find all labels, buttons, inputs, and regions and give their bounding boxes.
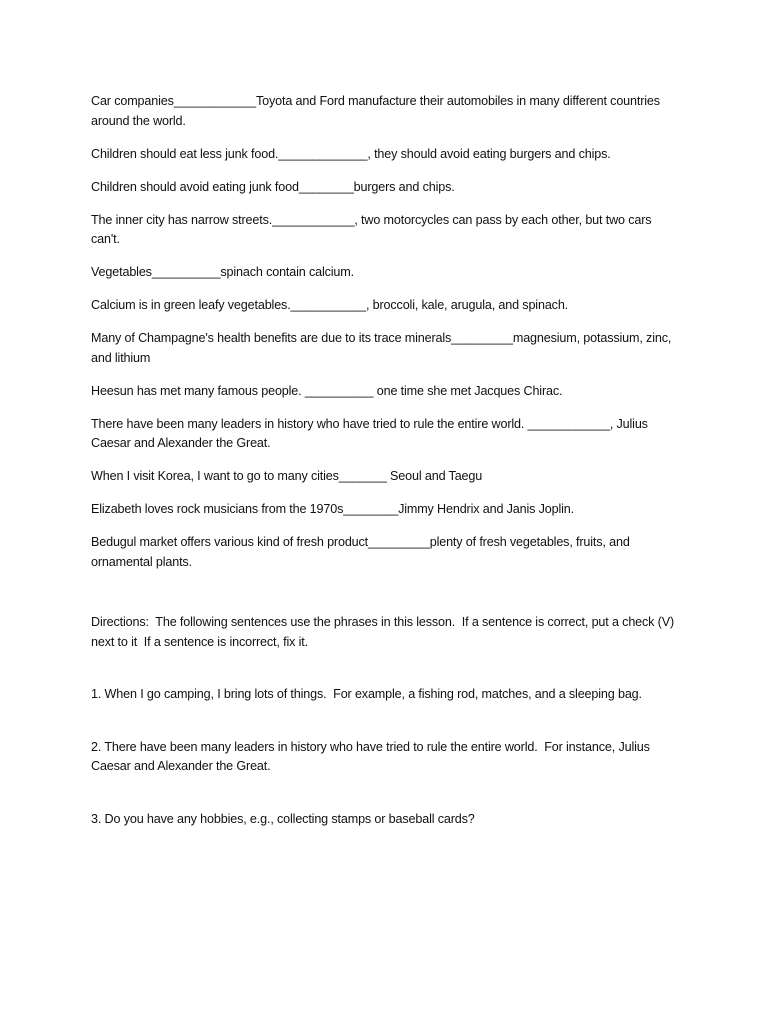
exercise-item-1: 1. When I go camping, I bring lots of things. For example, a fishing rod, matches, and a sleeping bag. [91,687,642,701]
sentence-12: Bedugul market offers various kind of fresh product_________plenty of fresh vegetables, fruits, and ornamental plants. [91,535,634,569]
sentence-6: Calcium is in green leafy vegetables.___________, broccoli, kale, arugula, and spinach. [91,298,569,312]
worksheet-content [91,92,681,843]
sentence-3: Children should avoid eating junk food________burgers and chips. [91,179,455,194]
sentence-5: Vegetables__________spinach contain calcium. [91,265,354,279]
sentence-4: The inner city has narrow streets.____________, two motorcycles can pass by each other, but two cars can't. [91,212,655,246]
sentence-1: Car companies____________Toyota and Ford manufacture their automobiles in many different countries around the world. [91,94,664,128]
sentence-7: Many of Champagne's health benefits are due to its trace minerals_________magnesium, potassium, zinc, and lithium [91,331,675,365]
sentence-2: Children should eat less junk food._____________, they should avoid eating burgers and chips. [91,146,611,161]
directions-text: Directions: The following sentences use the phrases in this lesson. If a sentence is correct, put a check (V) next to it If a sentence is incorrect, fix it. [91,615,678,649]
sentence-10: When I visit Korea, I want to go to many cities_______ Seoul and Taegu [91,469,483,483]
sentence-8: Heesun has met many famous people. __________ one time she met Jacques Chirac. [91,383,563,398]
exercise-item-3: 3. Do you have any hobbies, e.g., collecting stamps or baseball cards? [91,811,475,826]
sentence-11: Elizabeth loves rock musicians from the 1970s________Jimmy Hendrix and Janis Joplin. [91,502,575,516]
sentence-9: There have been many leaders in history who have tried to rule the entire world. ____________, Julius Caesar and Alexander the Great. [91,416,652,450]
exercise-item-2: 2. There have been many leaders in history who have tried to rule the entire world. For instance, Julius Caesar and Alexander the Great. [91,739,654,773]
